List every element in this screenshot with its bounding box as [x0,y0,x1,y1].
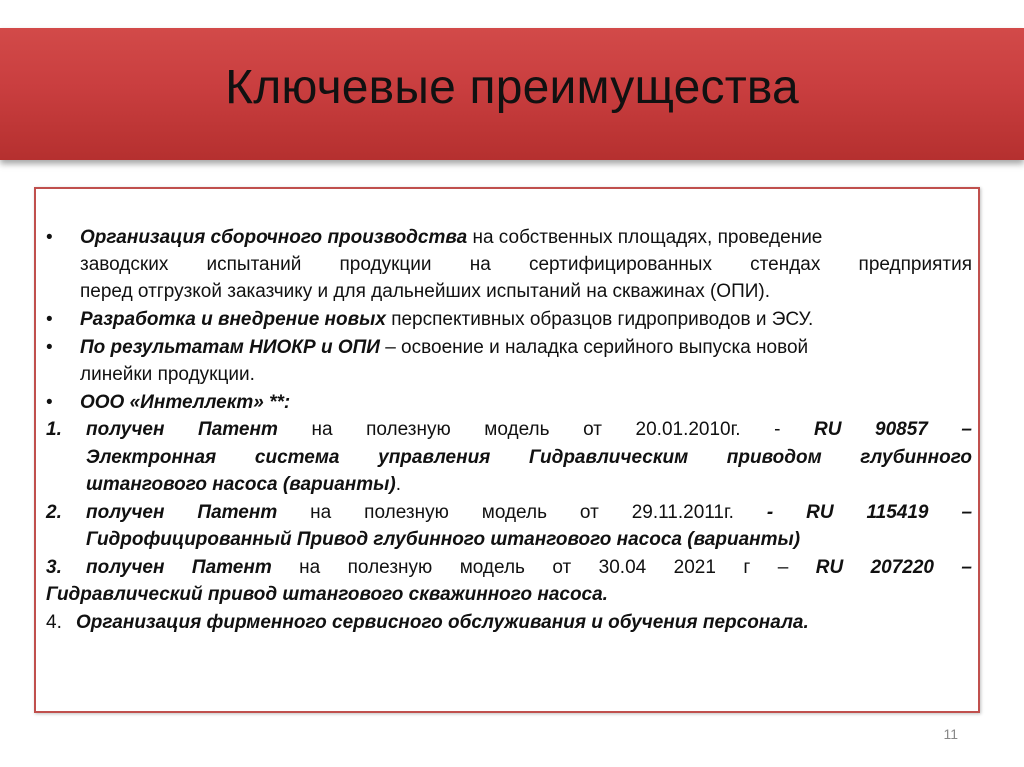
bullet-marker: • [46,392,53,413]
list-number: 1. [46,419,62,440]
content-box: • Организация сборочного производства на собственных площадях, проведение заводских испытаний продукции на сертифицированных стендах предприятия перед отгрузкой заказчику и для дальнейших испытаний на скважинах (ОПИ). • Разработка и внедрение новых перспективных образцов гидроприводов и ЭСУ. • По результатам НИОКР и ОПИ – освоение и наладка серийного выпуска новой линейки продукции. • ООО «Интеллект» **: 1. получен Патент на полезную модель от 20.01.2010г. - RU 90857 – Электронная система управления Гидравлическим приводом глубинного штангового насоса (варианты). 2. получен Патент на полезную модель от 29.11.2011г. - RU 115419 – Гидрофицированный Привод глубинного штангового насоса (варианты) 3. получен Патент на полезную модель от 30.04 2021 г – RU 207220 – Гидравлический привод штангового скважинного насоса. 4. Организация фирменного сервисного обслуживания и обучения персонала. [34,187,980,713]
slide-title: Ключевые преимущества [225,61,799,114]
bullet-marker: • [46,309,53,330]
list-number: 2. [46,502,62,523]
page-number: 11 [943,726,958,742]
bullet-marker: • [46,227,53,248]
list-number: 4. [46,612,62,633]
bullet-marker: • [46,337,53,358]
list-number: 3. [46,557,62,578]
